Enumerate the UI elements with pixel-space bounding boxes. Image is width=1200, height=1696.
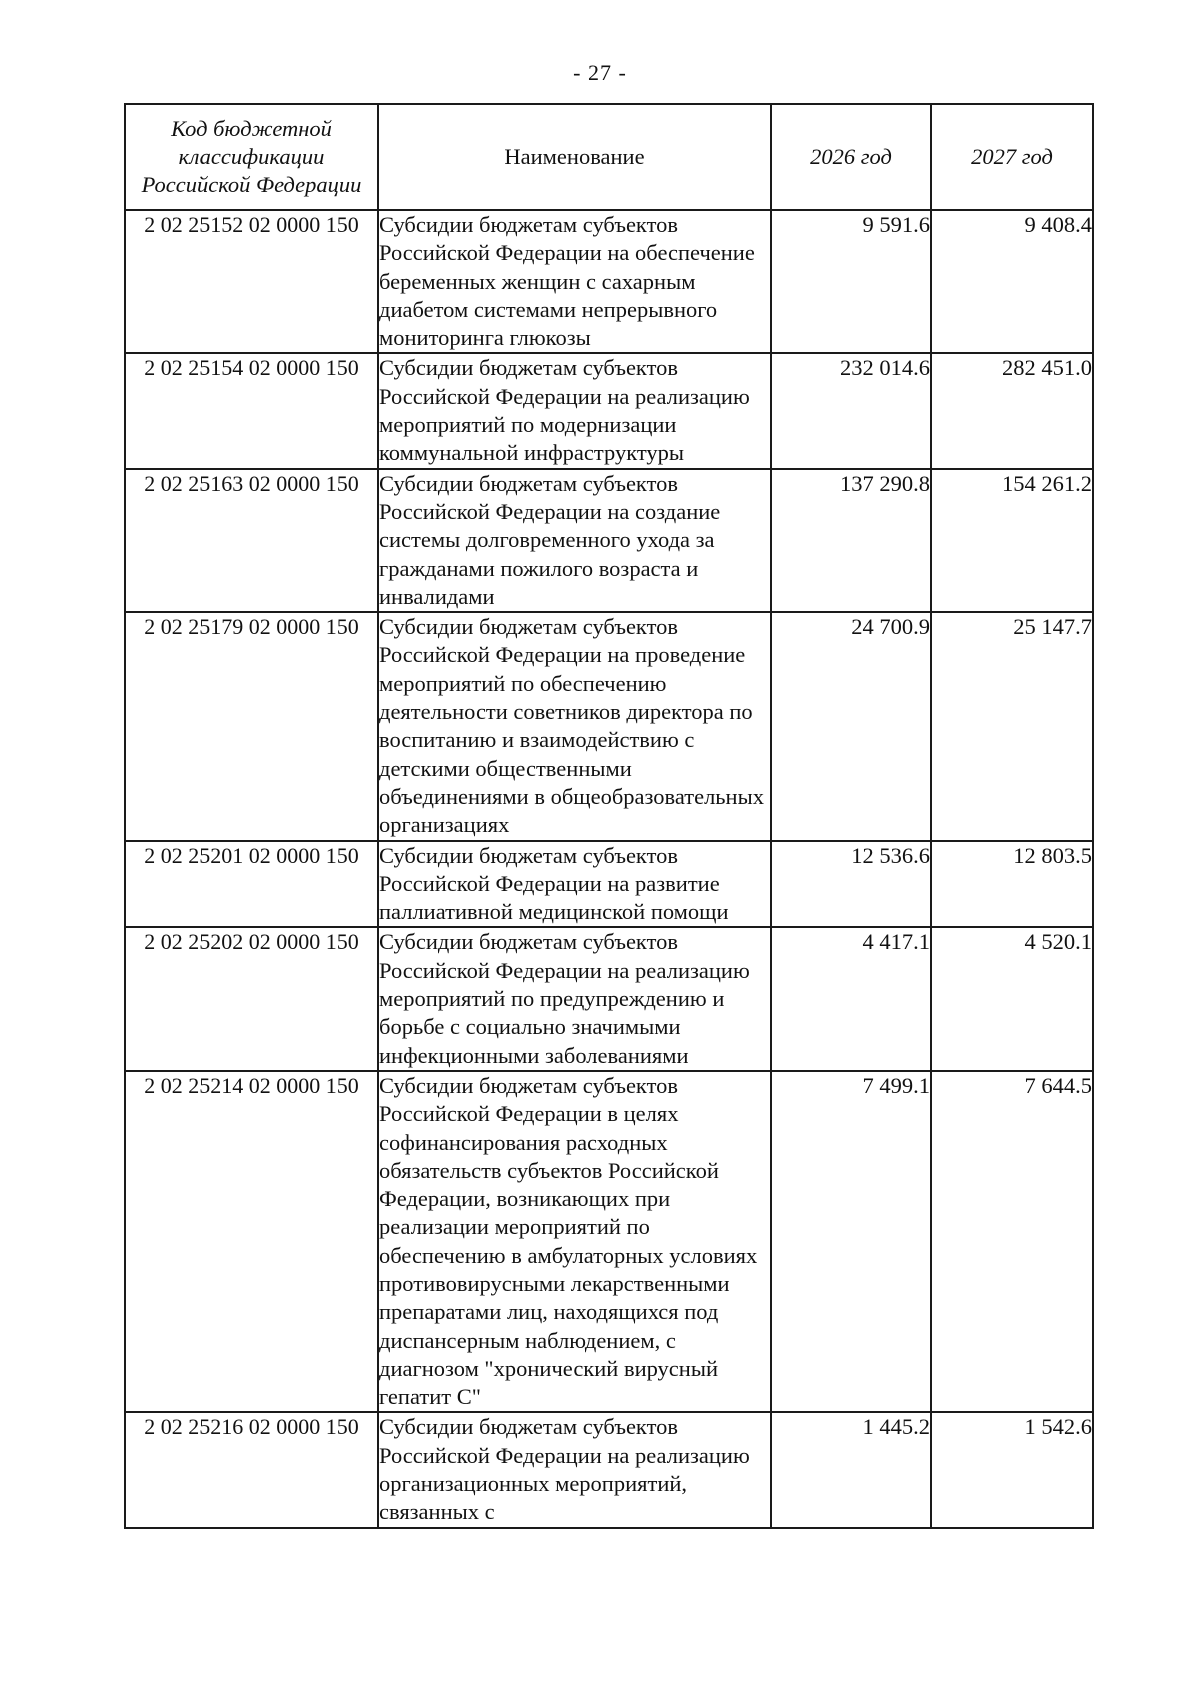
row-name: Субсидии бюджетам субъектов Российской Федерации на реализацию организационных мероприятий, связанных с bbox=[378, 1412, 771, 1527]
row-value-2026: 137 290.8 bbox=[771, 469, 931, 612]
row-code: 2 02 25179 02 0000 150 bbox=[125, 612, 378, 840]
row-value-2026: 9 591.6 bbox=[771, 210, 931, 353]
header-code bbox=[125, 104, 378, 210]
row-value-2026: 1 445.2 bbox=[771, 1412, 931, 1527]
row-value-2027: 12 803.5 bbox=[931, 841, 1093, 928]
header-code-line: Код бюджетной bbox=[171, 115, 332, 141]
row-value-2026: 24 700.9 bbox=[771, 612, 931, 840]
row-value-2027: 1 542.6 bbox=[931, 1412, 1093, 1527]
row-value-2026: 7 499.1 bbox=[771, 1071, 931, 1413]
row-value-2027: 9 408.4 bbox=[931, 210, 1093, 353]
row-value-2027: 4 520.1 bbox=[931, 927, 1093, 1070]
row-name: Субсидии бюджетам субъектов Российской Федерации на создание системы долговременного ухода за гражданами пожилого возраста и инвалидами bbox=[378, 469, 771, 612]
row-code: 2 02 25154 02 0000 150 bbox=[125, 353, 378, 468]
header-name: Наименование bbox=[378, 104, 771, 210]
header-code-line: классификации bbox=[178, 143, 325, 169]
row-value-2027: 154 261.2 bbox=[931, 469, 1093, 612]
row-value-2027: 7 644.5 bbox=[931, 1071, 1093, 1413]
row-code: 2 02 25202 02 0000 150 bbox=[125, 927, 378, 1070]
table-row bbox=[125, 1412, 1093, 1527]
table-row bbox=[125, 841, 1093, 928]
row-value-2027: 282 451.0 bbox=[931, 353, 1093, 468]
table-row bbox=[125, 210, 1093, 353]
row-name: Субсидии бюджетам субъектов Российской Федерации на реализацию мероприятий по предупреждению и борьбе с социально значимыми инфекционными заболеваниями bbox=[378, 927, 771, 1070]
table-row bbox=[125, 612, 1093, 840]
row-name: Субсидии бюджетам субъектов Российской Федерации на реализацию мероприятий по модернизации коммунальной инфраструктуры bbox=[378, 353, 771, 468]
row-code: 2 02 25152 02 0000 150 bbox=[125, 210, 378, 353]
table-row bbox=[125, 469, 1093, 612]
row-code: 2 02 25216 02 0000 150 bbox=[125, 1412, 378, 1527]
page-number: - 27 - bbox=[573, 60, 627, 85]
budget-table bbox=[124, 103, 1094, 1529]
header-code-line: Российской Федерации bbox=[141, 172, 362, 198]
row-code: 2 02 25163 02 0000 150 bbox=[125, 469, 378, 612]
table-header-row bbox=[125, 104, 1093, 210]
table-row bbox=[125, 353, 1093, 468]
row-name: Субсидии бюджетам субъектов Российской Федерации на обеспечение беременных женщин с сахарным диабетом системами непрерывного мониторинга глюкозы bbox=[378, 210, 771, 353]
table-row bbox=[125, 927, 1093, 1070]
row-name: Субсидии бюджетам субъектов Российской Федерации в целях софинансирования расходных обязательств субъектов Российской Федерации, возникающих при реализации мероприятий по обеспечению в амбулаторных условиях противовирусными лекарственными препаратами лиц, находящихся под диспансерным наблюдением, с диагнозом "хронический вирусный гепатит С" bbox=[378, 1071, 771, 1413]
row-value-2026: 232 014.6 bbox=[771, 353, 931, 468]
row-value-2027: 25 147.7 bbox=[931, 612, 1093, 840]
row-value-2026: 12 536.6 bbox=[771, 841, 931, 928]
header-year-2027: 2027 год bbox=[931, 104, 1093, 210]
row-code: 2 02 25201 02 0000 150 bbox=[125, 841, 378, 928]
row-name: Субсидии бюджетам субъектов Российской Федерации на проведение мероприятий по обеспечению деятельности советников директора по воспитанию и взаимодействию с детскими общественными объединениями в общеобразовательных организациях bbox=[378, 612, 771, 840]
row-value-2026: 4 417.1 bbox=[771, 927, 931, 1070]
table-row bbox=[125, 1071, 1093, 1413]
header-year-2026: 2026 год bbox=[771, 104, 931, 210]
row-code: 2 02 25214 02 0000 150 bbox=[125, 1071, 378, 1413]
row-name: Субсидии бюджетам субъектов Российской Федерации на развитие паллиативной медицинской помощи bbox=[378, 841, 771, 928]
